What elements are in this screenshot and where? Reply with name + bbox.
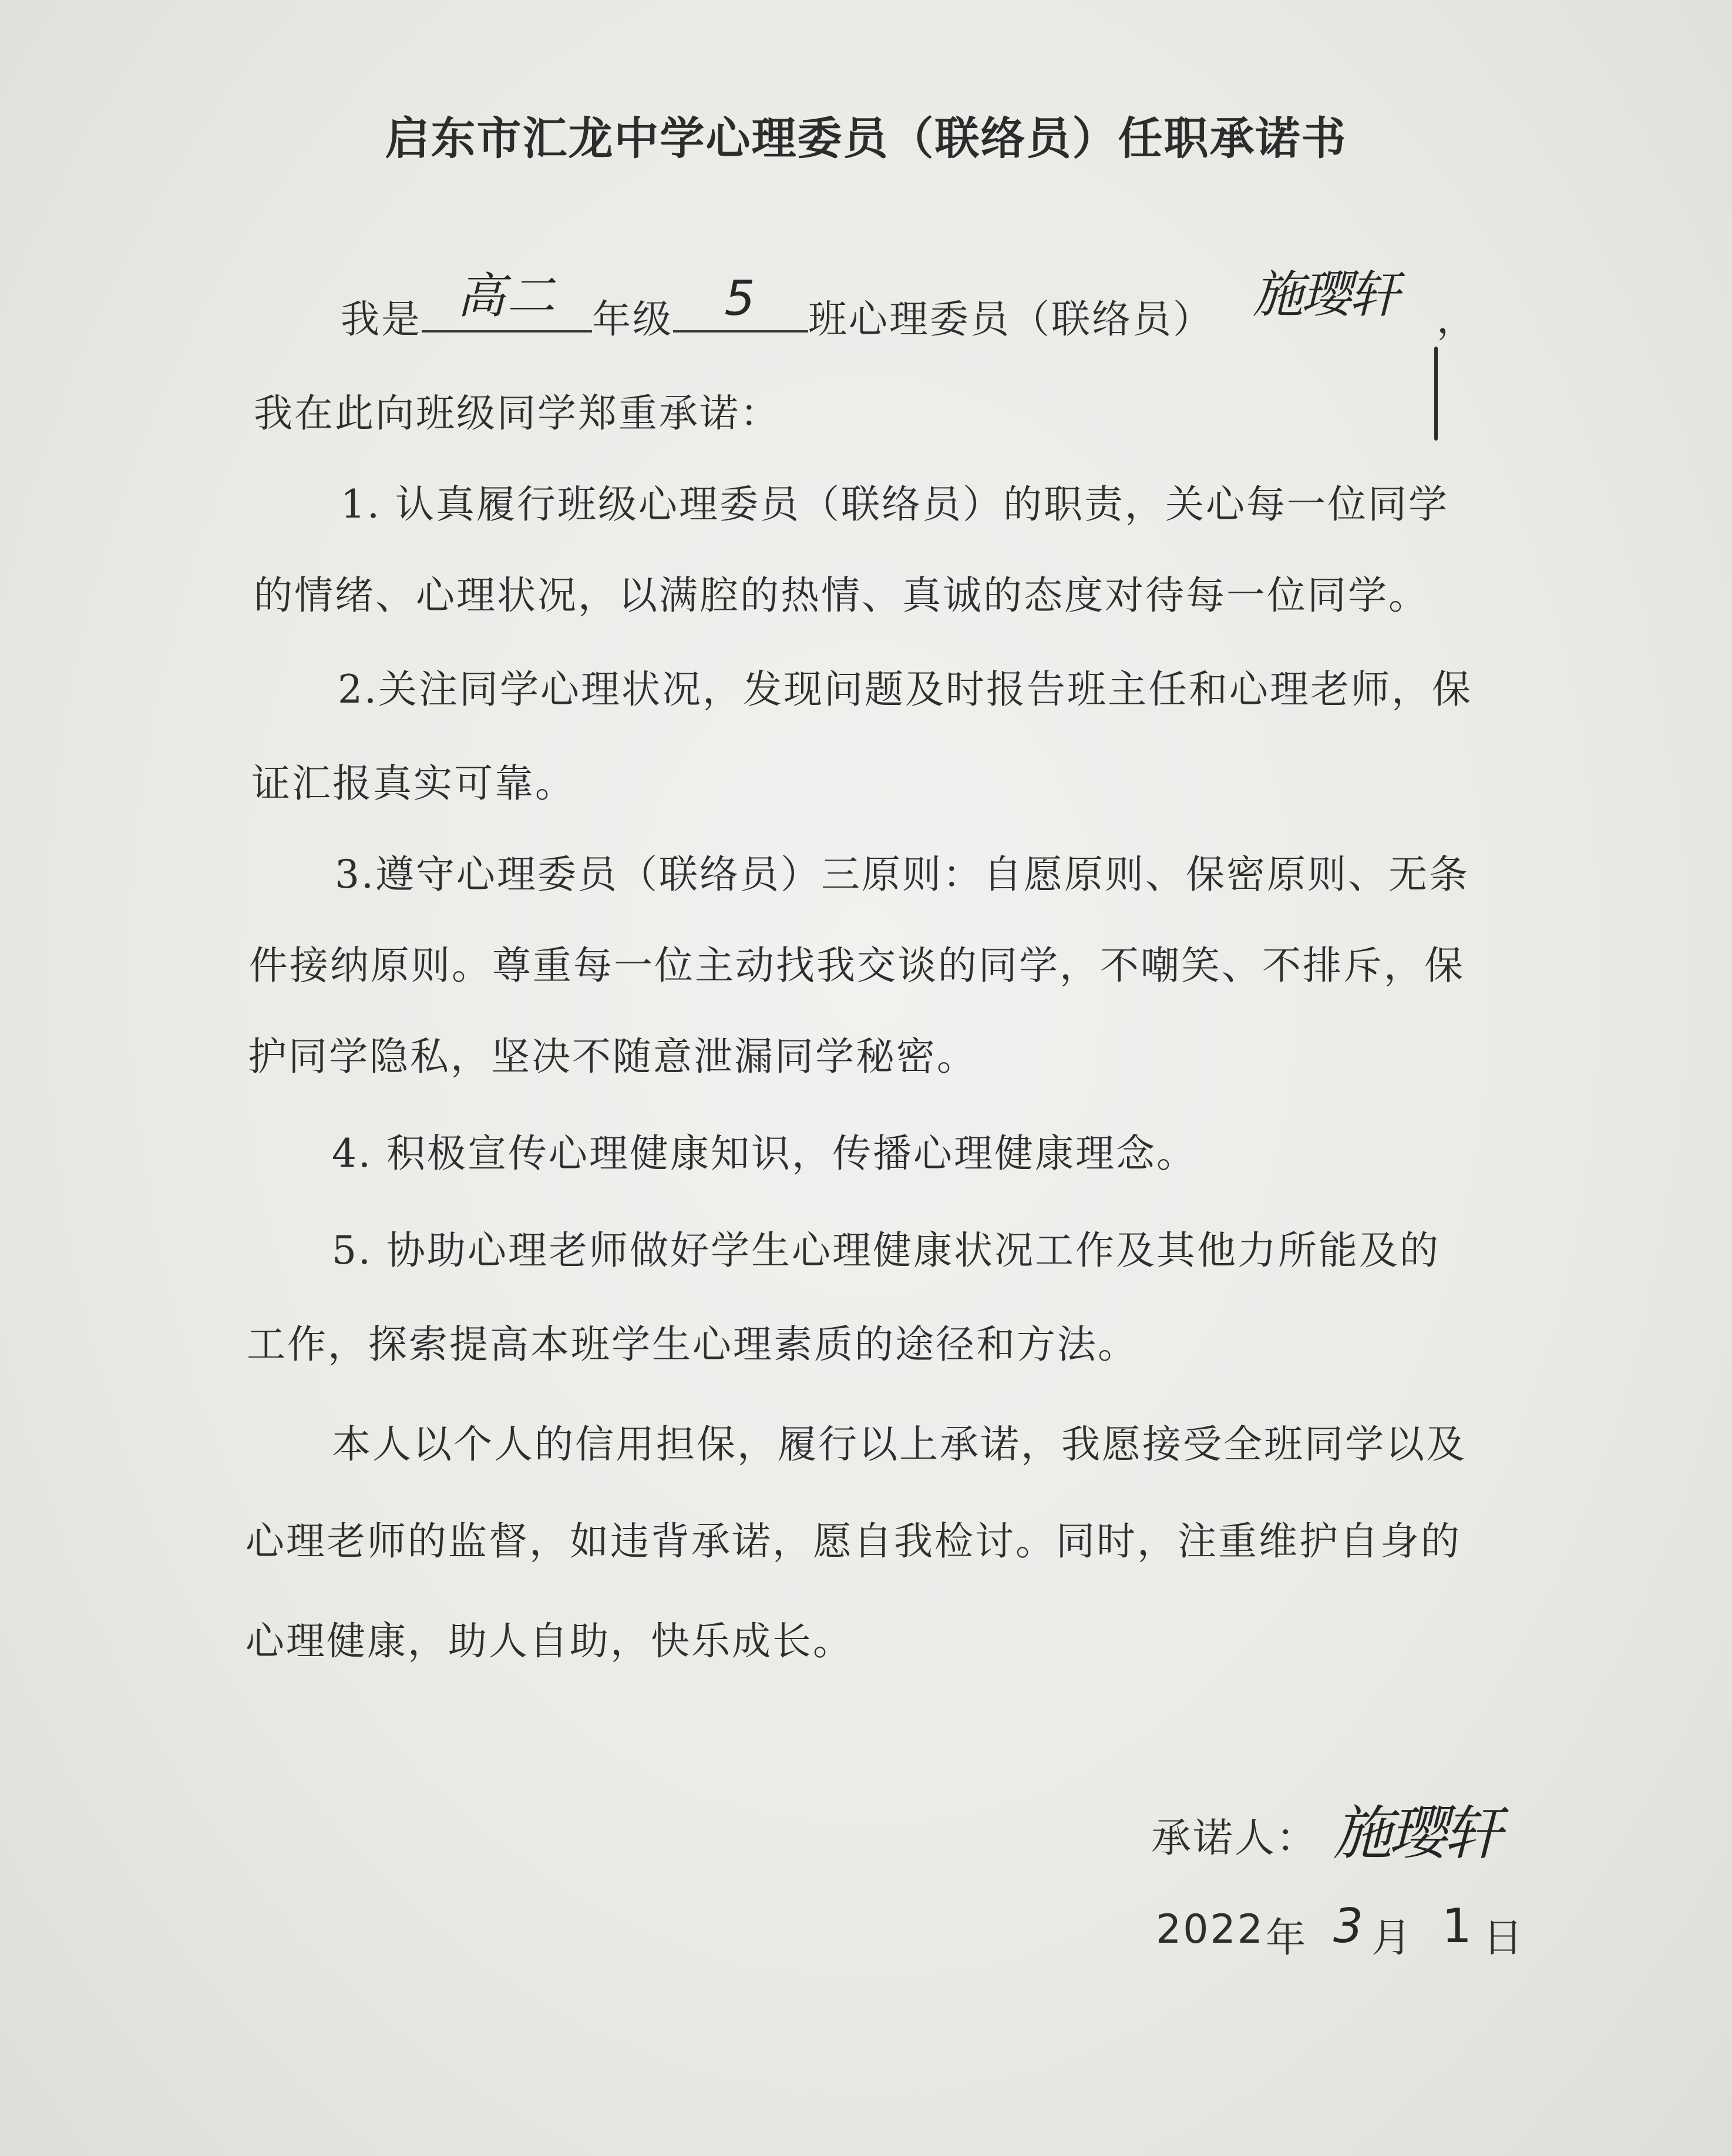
name-blank (1213, 266, 1437, 333)
name-handwritten-value: 施璎轩 (1253, 266, 1397, 324)
intro-line-2: 我在此向班级同学郑重承诺： (254, 391, 781, 436)
date-year-label: 年 (1266, 1915, 1308, 1962)
item-2-line-1: 2.关注同学心理状况，发现问题及时报告班主任和心理老师，保 (338, 667, 1472, 712)
class-blank (673, 271, 808, 333)
date-month-label: 月 (1371, 1915, 1414, 1962)
item-3-line-2: 件接纳原则。尊重每一位主动找我交谈的同学，不嘲笑、不排斥，保 (249, 943, 1465, 988)
signature-handwritten: 施璎轩 (1333, 1799, 1499, 1868)
grade-label: 年级 (592, 297, 673, 342)
grade-handwritten-value: 高二 (457, 268, 557, 324)
item-3-line-3: 护同学隐私，坚决不随意泄漏同学秘密。 (248, 1034, 977, 1079)
date-year: 2022 (1156, 1906, 1265, 1953)
signature-label: 承诺人： (1151, 1815, 1319, 1862)
item-3-line-1: 3.遵守心理委员（联络员）三原则：自愿原则、保密原则、无条 (335, 852, 1469, 897)
class-handwritten-value: 5 (724, 271, 757, 327)
item-4-line-1: 4. 积极宣传心理健康知识，传播心理健康理念。 (332, 1131, 1197, 1176)
intro-comma: ， (1437, 297, 1477, 342)
closing-line-3: 心理健康，助人自助，快乐成长。 (245, 1618, 853, 1664)
closing-line-2: 心理老师的监督，如违背承诺，愿自我检讨。同时，注重维护自身的 (245, 1519, 1461, 1564)
date-day-handwritten: 1 (1442, 1899, 1472, 1953)
date-month-handwritten: 3 (1333, 1899, 1363, 1953)
intro-line (341, 266, 1477, 344)
closing-line-1: 本人以个人的信用担保，履行以上承诺，我愿接受全班同学以及 (332, 1422, 1467, 1467)
signature-descender-stroke (1434, 347, 1438, 441)
grade-blank (422, 268, 592, 333)
date-day-label: 日 (1483, 1915, 1525, 1962)
item-2-line-2: 证汇报真实可靠。 (251, 761, 576, 806)
document-title: 启东市汇龙中学心理委员（联络员）任职承诺书 (385, 112, 1347, 164)
intro-prefix: 我是 (341, 297, 422, 342)
item-5-line-2: 工作，探索提高本班学生心理素质的途径和方法。 (247, 1322, 1138, 1367)
item-1-line-1: 1. 认真履行班级心理委员（联络员）的职责，关心每一位同学 (341, 482, 1449, 527)
class-label: 班心理委员（联络员） (808, 297, 1213, 342)
item-1-line-2: 的情绪、心理状况，以满腔的热情、真诚的态度对待每一位同学。 (254, 573, 1429, 618)
item-5-line-1: 5. 协助心理老师做好学生心理健康状况工作及其他力所能及的 (332, 1228, 1440, 1273)
